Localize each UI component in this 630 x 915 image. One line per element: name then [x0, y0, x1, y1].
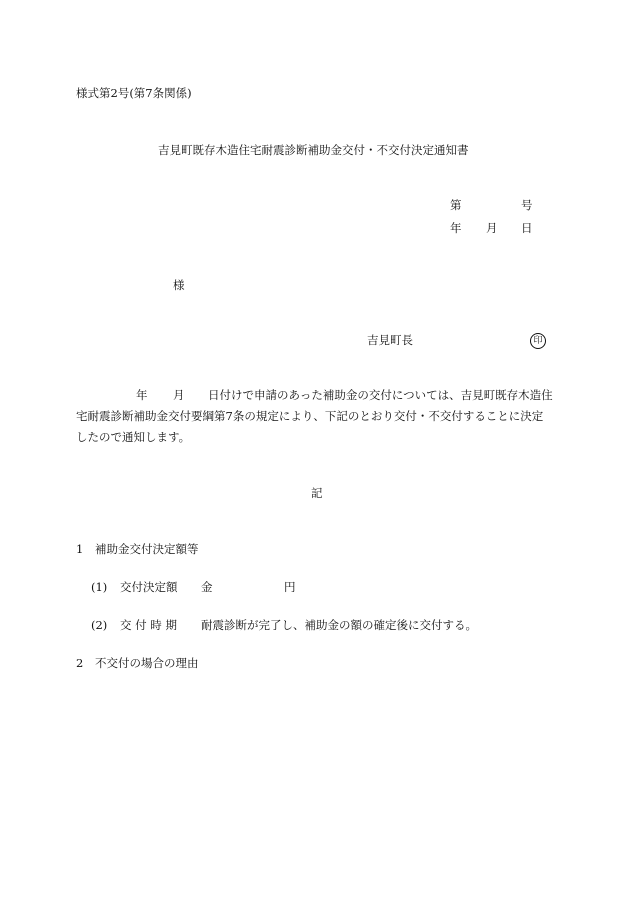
item2-number: (2)	[91, 618, 108, 632]
item1-currency: 金	[201, 580, 213, 594]
document-title: 吉見町既存木造住宅耐震診断補助金交付・不交付決定通知書	[158, 143, 469, 157]
issuer-name: 吉見町長	[367, 333, 413, 347]
section2-heading: 不交付の場合の理由	[95, 656, 199, 670]
body-line-3: したので通知します。	[76, 430, 191, 444]
item2-text: 耐震診断が完了し、補助金の額の確定後に交付する。	[201, 618, 477, 632]
section1-heading: 補助金交付決定額等	[95, 542, 199, 556]
item1-label: 交付決定額	[120, 580, 178, 594]
body-date-month: 月	[173, 388, 185, 402]
body-line-1: 日付けで申請のあった補助金の交付については、吉見町既存木造住	[208, 388, 553, 402]
body-date-year: 年	[136, 388, 148, 402]
form-number: 様式第2号(第7条関係)	[76, 86, 192, 100]
section1-number: 1	[76, 542, 84, 556]
section2-number: 2	[76, 656, 84, 670]
date-month-label: 月	[486, 221, 498, 235]
addressee-honorific: 様	[173, 278, 185, 292]
doc-number-prefix: 第	[450, 198, 462, 212]
item1-unit: 円	[284, 580, 296, 594]
body-line-2: 宅耐震診断補助金交付要綱第7条の規定により、下記のとおり交付・不交付することに決定	[76, 409, 544, 423]
seal-mark: 印	[530, 333, 546, 349]
item2-label: 交 付 時 期	[120, 618, 177, 632]
ki-heading: 記	[311, 486, 323, 500]
doc-number-suffix: 号	[521, 198, 533, 212]
date-year-label: 年	[450, 221, 462, 235]
item1-number: (1)	[91, 580, 108, 594]
date-day-label: 日	[521, 221, 533, 235]
